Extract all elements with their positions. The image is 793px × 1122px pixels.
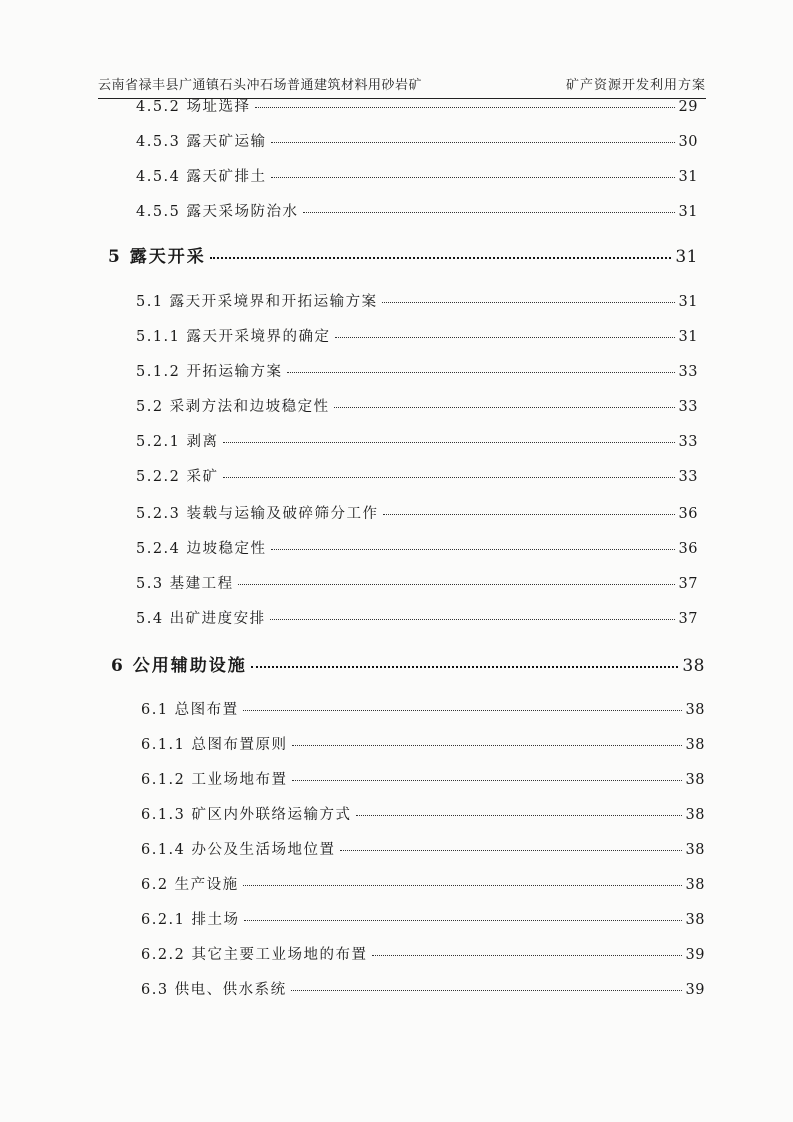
- toc-label: 4.5.4 露天矿排土: [136, 169, 267, 185]
- toc-page-number: 39: [685, 947, 705, 963]
- toc-entry[interactable]: [141, 803, 705, 824]
- toc-leader-dots: [271, 142, 675, 143]
- toc-leader-dots: [223, 442, 675, 443]
- toc-page-number: 29: [678, 99, 698, 115]
- toc-leader-dots: [292, 745, 682, 746]
- toc-page-number: 31: [675, 247, 698, 267]
- toc-entry[interactable]: [136, 165, 698, 186]
- toc-chapter-label: 6 公用辅助设施: [111, 656, 247, 676]
- toc-entry[interactable]: [136, 430, 698, 451]
- toc-label: 5.2.3 装载与运输及破碎筛分工作: [136, 506, 379, 522]
- toc-label: 5.1.1 露天开采境界的确定: [136, 329, 331, 345]
- toc-label: 5.1 露天开采境界和开拓运输方案: [136, 294, 378, 310]
- toc-label: 4.5.5 露天采场防治水: [136, 204, 299, 220]
- toc-leader-dots: [271, 549, 675, 550]
- toc-label: 5.3 基建工程: [136, 576, 234, 592]
- toc-leader-dots: [291, 990, 682, 991]
- toc-label: 6.1.1 总图布置原则: [141, 737, 288, 753]
- toc-page-number: 37: [678, 576, 698, 592]
- toc-chapter-entry[interactable]: [111, 651, 705, 676]
- toc-label: 6.2 生产设施: [141, 877, 239, 893]
- toc-entry[interactable]: [136, 290, 698, 311]
- toc-page-number: 38: [685, 877, 705, 893]
- toc-page-number: 33: [678, 364, 698, 380]
- toc-label: 5.4 出矿进度安排: [136, 611, 266, 627]
- toc-label: 6.1.4 办公及生活场地位置: [141, 842, 336, 858]
- toc-entry[interactable]: [141, 943, 705, 964]
- toc-entry[interactable]: [136, 465, 698, 486]
- toc-page-number: 31: [678, 329, 698, 345]
- toc-label: 6.1.3 矿区内外联络运输方式: [141, 807, 352, 823]
- toc-label: 6.1 总图布置: [141, 702, 239, 718]
- header-document-title: 矿产资源开发利用方案: [565, 78, 706, 93]
- toc-leader-dots: [372, 955, 682, 956]
- toc-leader-dots: [356, 815, 682, 816]
- toc-chapter-label: 5 露天开采: [108, 247, 206, 267]
- toc-label: 5.2 采剥方法和边坡稳定性: [136, 399, 330, 415]
- toc-leader-dots: [334, 407, 675, 408]
- toc-page-number: 39: [685, 982, 705, 998]
- toc-entry[interactable]: [141, 978, 705, 999]
- toc-leader-dots: [383, 514, 675, 515]
- toc-chapter-entry[interactable]: [108, 242, 698, 267]
- toc-entry[interactable]: [141, 733, 705, 754]
- toc-entry[interactable]: [136, 325, 698, 346]
- toc-entry[interactable]: [136, 200, 698, 221]
- toc-page-number: 38: [685, 912, 705, 928]
- toc-label: 4.5.3 露天矿运输: [136, 134, 267, 150]
- header-project-title: 云南省禄丰县广通镇石头冲石场普通建筑材料用砂岩矿: [98, 78, 423, 93]
- toc-label: 6.2.1 排土场: [141, 912, 240, 928]
- toc-page-number: 38: [685, 842, 705, 858]
- toc-page-number: 31: [678, 204, 698, 220]
- toc-leader-dots: [292, 780, 682, 781]
- toc-page-number: 38: [685, 807, 705, 823]
- toc-entry[interactable]: [141, 873, 705, 894]
- toc-page-number: 33: [678, 469, 698, 485]
- toc-page-number: 31: [678, 294, 698, 310]
- toc-page-number: 36: [678, 506, 698, 522]
- toc-entry[interactable]: [136, 395, 698, 416]
- toc-leader-dots: [243, 885, 682, 886]
- toc-leader-dots: [223, 477, 675, 478]
- toc-label: 6.2.2 其它主要工业场地的布置: [141, 947, 368, 963]
- toc-leader-dots: [270, 619, 675, 620]
- toc-label: 6.3 供电、供水系统: [141, 982, 287, 998]
- toc-entry[interactable]: [141, 768, 705, 789]
- toc-entry[interactable]: [141, 698, 705, 719]
- toc-entry[interactable]: [141, 908, 705, 929]
- toc-entry[interactable]: [136, 130, 698, 151]
- toc-leader-dots: [335, 337, 675, 338]
- toc-leader-dots: [243, 710, 682, 711]
- toc-entry[interactable]: [136, 360, 698, 381]
- toc-entry[interactable]: [136, 502, 698, 523]
- toc-leader-dots: [251, 666, 679, 668]
- toc-page-number: 31: [678, 169, 698, 185]
- toc-page-number: 38: [682, 656, 705, 676]
- toc-entry[interactable]: [136, 572, 698, 593]
- toc-label: 5.2.2 采矿: [136, 469, 219, 485]
- toc-leader-dots: [340, 850, 682, 851]
- toc-leader-dots: [287, 372, 675, 373]
- toc-entry[interactable]: [136, 537, 698, 558]
- toc-leader-dots: [244, 920, 682, 921]
- toc-page-number: 37: [678, 611, 698, 627]
- toc-leader-dots: [382, 302, 675, 303]
- toc-page-number: 38: [685, 772, 705, 788]
- toc-page-number: 33: [678, 399, 698, 415]
- toc-label: 6.1.2 工业场地布置: [141, 772, 288, 788]
- toc-leader-dots: [303, 212, 675, 213]
- toc-leader-dots: [238, 584, 675, 585]
- toc-page-number: 30: [678, 134, 698, 150]
- toc-label: 5.2.4 边坡稳定性: [136, 541, 267, 557]
- toc-page-number: 38: [685, 737, 705, 753]
- toc-label: 5.2.1 剥离: [136, 434, 219, 450]
- toc-leader-dots: [255, 107, 675, 108]
- toc-label: 4.5.2 场址选择: [136, 99, 251, 115]
- toc-entry[interactable]: [136, 607, 698, 628]
- toc-entry[interactable]: [141, 838, 705, 859]
- toc-page-number: 38: [685, 702, 705, 718]
- toc-page-number: 36: [678, 541, 698, 557]
- toc-label: 5.1.2 开拓运输方案: [136, 364, 283, 380]
- toc-leader-dots: [271, 177, 675, 178]
- toc-leader-dots: [210, 257, 672, 259]
- toc-entry[interactable]: [136, 95, 698, 116]
- toc-page-number: 33: [678, 434, 698, 450]
